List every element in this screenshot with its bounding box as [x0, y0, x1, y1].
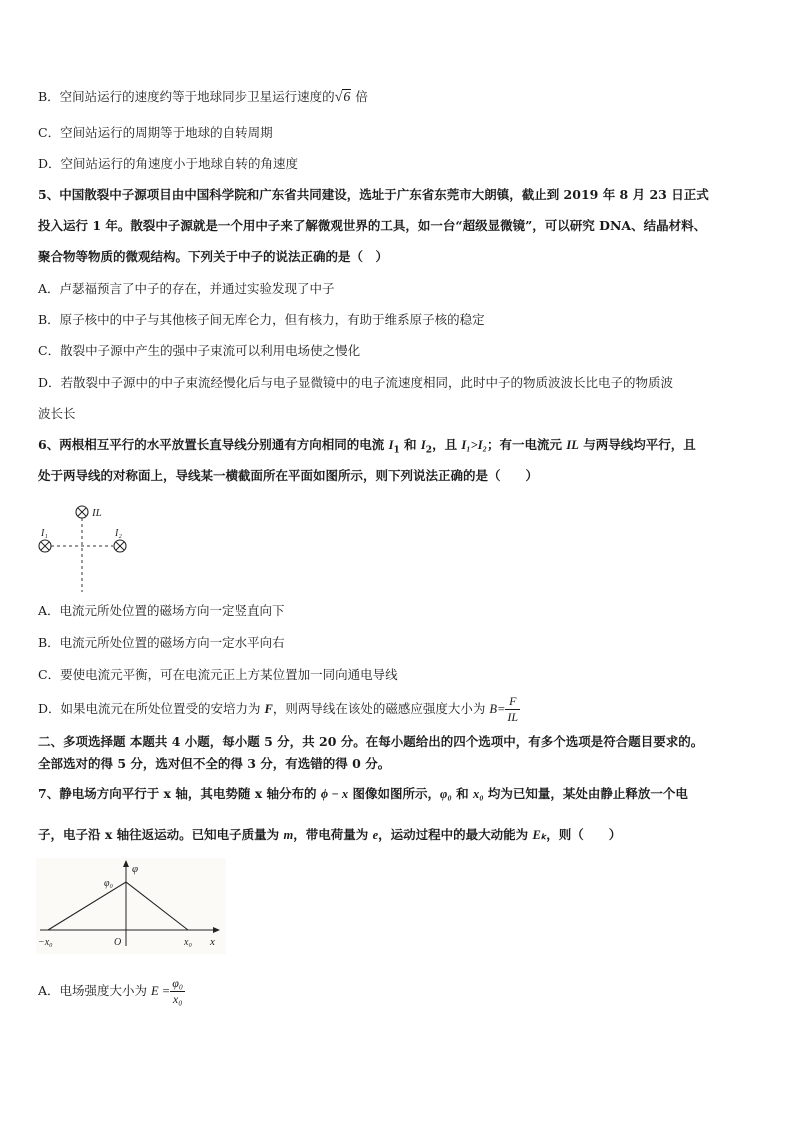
label-i2: I₂	[115, 528, 122, 539]
q5-stem-line2: 投入运行 1 年。散裂中子源就是一个用中子来了解微观世界的工具，如一台“超级显微镜”，可以研究 DNA、结晶材料、	[38, 218, 707, 233]
q4-option-d: D．空间站运行的角速度小于地球自转的角速度	[38, 156, 299, 171]
wire-i2-into-page-icon	[114, 540, 126, 552]
fraction-phi0-over-x0: $\frac{\text{φ₀}}{\text{x₀}}$	[172, 976, 184, 1006]
q5-option-b: B．原子核中的中子与其他核子间无库仑力，但有核力，有助于维系原子核的稳定	[38, 312, 485, 327]
current-element-into-page-icon	[76, 506, 88, 518]
label-origin: O	[114, 937, 122, 948]
label-x0: x₀	[184, 937, 192, 948]
q5-stem-line1: 5、中国散裂中子源项目由中国科学院和广东省共同建设，选址于广东省东莞市大朗镇，截止到 2019 年 8 月 23 日正式	[38, 187, 709, 202]
q5-option-d-line2: 波长长	[38, 406, 76, 421]
label-neg-x0: −x₀	[38, 937, 53, 948]
q4-option-b	[38, 88, 368, 107]
q4-option-b-text: B．空间站运行的速度约等于地球同步卫星运行速度的	[38, 89, 335, 104]
q5-stem-line3: 聚合物等物质的微观结构。下列关于中子的说法正确的是（ ）	[38, 249, 389, 264]
fraction-f-over-il: $\frac{F}{IL}$	[507, 694, 519, 724]
label-i1: I₁	[41, 528, 48, 539]
section2-heading-line2: 全部选对的得 5 分，选对但不全的得 3 分，有选错的得 0 分。	[38, 756, 391, 771]
q7-option-a: A．电场强度大小为 E = $\frac{\text{φ₀}}{\text{x₀}}$	[38, 976, 184, 1006]
q6-wire-diagram	[34, 498, 144, 594]
wire-i1-into-page-icon	[39, 540, 51, 552]
q7-stem-line2: 子，电子沿 x 轴往返运动。已知电子质量为 m，带电荷量为 e，运动过程中的最大动能为 Eₖ，则（ ）	[38, 827, 622, 842]
q6-option-c: C．要使电流元平衡，可在电流元正上方某位置加一同向通电导线	[38, 667, 398, 682]
sqrt-six: √6	[334, 90, 351, 105]
q6-option-d: D．如果电流元在所处位置受的安培力为 F，则两导线在该处的磁感应强度大小为 B= $\frac{F}{IL}$	[38, 694, 519, 724]
q7-potential-graph	[36, 858, 226, 954]
q4-option-b-suffix: 倍	[355, 89, 368, 104]
section2-heading-line1: 二、多项选择题 本题共 4 小题，每小题 5 分，共 20 分。在每小题给出的四个选项中，有多个选项是符合题目要求的。	[38, 734, 704, 749]
axis-label-phi: φ	[132, 863, 139, 875]
q4-option-c: C．空间站运行的周期等于地球的自转周期	[38, 125, 273, 140]
q6-option-b: B．电流元所处位置的磁场方向一定水平向右	[38, 635, 285, 650]
q6-option-a: A．电流元所处位置的磁场方向一定竖直向下	[38, 603, 285, 618]
label-phi0: φ₀	[104, 878, 114, 889]
q6-stem-line2: 处于两导线的对称面上，导线某一横截面所在平面如图所示，则下列说法正确的是（ ）	[38, 468, 539, 483]
q5-option-c: C．散裂中子源中产生的强中子束流可以利用电场使之慢化	[38, 343, 361, 358]
axis-label-x: x	[210, 936, 215, 948]
q5-option-d-line1: D．若散裂中子源中的中子束流经慢化后与电子显微镜中的电子流速度相同，此时中子的物质波波长比电子的物质波	[38, 375, 674, 390]
q7-stem-line1: 7、静电场方向平行于 x 轴，其电势随 x 轴分布的 ϕ − x 图像如图所示，φ₀ 和 x₀ 均为已知量，某处由静止释放一个电	[38, 786, 688, 801]
label-il: IL	[92, 507, 102, 519]
q5-option-a: A．卢瑟福预言了中子的存在，并通过实验发现了中子	[38, 281, 335, 296]
q6-stem-line1: 6、两根相互平行的水平放置长直导线分别通有方向相同的电流 $I_1$ 和 $I_2$，且 I₁>I₂；有一电流元 IL 与两导线均平行，且	[38, 437, 696, 456]
